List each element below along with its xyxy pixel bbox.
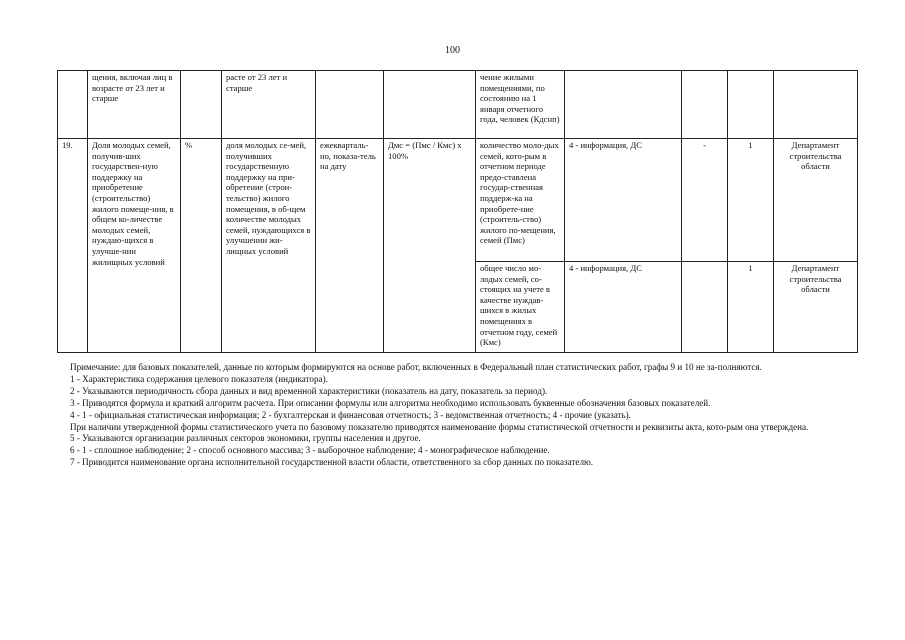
note-header: Примечание: для базовых показателей, данные по которым формируются на основе работ, включенных в Федеральный план статистических работ, графы 9 и 10 не за-полняются. — [70, 362, 762, 372]
cell-definition-continued: расте от 23 лет и старше — [222, 71, 316, 139]
cell-col10-2: 1 — [728, 262, 774, 353]
cell-responsible-1: Департамент строительства области — [774, 139, 858, 262]
cell-method-1: 4 - информация, ДС — [565, 139, 682, 262]
table-row-19-a — [58, 139, 858, 262]
table-row-top — [58, 71, 858, 139]
indicators-table — [57, 70, 858, 353]
cell-indicator-name: Доля молодых семей, получив-ших государствен-ную поддержку на приобретение (строительство) жилого помеще-ния, в общем ко-личестве молодых семей, нуждаю-щихся в улучше-нии жилищных условий — [88, 139, 181, 353]
cell-unit: % — [181, 139, 222, 353]
cell-row-number: 19. — [58, 139, 88, 353]
cell-col9-1: - — [682, 139, 728, 262]
note-7: 7 - Приводится наименование органа исполнительной государственной власти области, ответственного за сбор данных по показателю. — [70, 457, 594, 468]
cell-indicator-continued: чение жилыми помещениями, по состоянию на 1 января отчетного года, человек (Кдснп) — [476, 71, 565, 139]
page-number: 100 — [445, 45, 460, 56]
note-1: 1 - Характеристика содержания целевого показателя (индикатора). — [70, 373, 328, 384]
cell-name-continued: щения, включая лиц в возрасте от 23 лет и старше — [88, 71, 181, 139]
cell-responsible-2: Департамент строительства области — [774, 262, 858, 353]
note-6: 6 - 1 - сплошное наблюдение; 2 - способ основного массива; 3 - выборочное наблюдение; 4 - монографическое наблюдение. — [70, 445, 550, 456]
note-4: 4 - 1 - официальная статистическая информация; 2 - бухгалтерская и финансовая отчетность; 3 - ведомственная отчетность; 4 - прочие (указать). — [70, 409, 631, 420]
cell-definition: доля молодых се-мей, получивших государственную поддержку на при-обретение (строи-тельство) жилого помещения, в об-щем количестве молодых семей, нуждающихся в улучшении жи-лищных условий — [222, 139, 316, 353]
cell-col10-1: 1 — [728, 139, 774, 262]
cell-method-2: 4 - информация, ДС — [565, 262, 682, 353]
note-3: 3 - Приводятся формула и краткий алгоритм расчета. При описании формулы или алгоритма необходимо использовать буквенные обозначения базовых показателей. — [70, 397, 711, 408]
cell-col9-2 — [682, 262, 728, 353]
cell-base-indicator-2: общее число мо-лодых семей, со-стоящих на учете в качестве нуждав-шихся в жилых помещениях в отчетном году, семей (Кмс) — [476, 262, 565, 353]
note-2: 2 - Указываются периодичность сбора данных и вид временной характеристики (показатель на дату, показатель за период). — [70, 385, 548, 396]
note-4-extra: При наличии утвержденной формы статистического учета по базовому показателю приводятся наименование формы статистической отчетности и реквизиты акта, кото-рым она утверждена. — [70, 421, 809, 432]
cell-base-indicator-1: количество моло-дых семей, кото-рым в отчетном периоде предо-ставлена государ-ственная поддерж-ка на приобрете-ние (строитель-ство) жилого по-мещения, семей (Пмс) — [476, 139, 565, 262]
cell-formula: Дмс = (Пмс / Кмс) x 100% — [384, 139, 476, 353]
cell-periodicity: ежекварталь-но, показа-тель на дату — [316, 139, 384, 353]
note-5: 5 - Указываются организации различных секторов экономики, группы населения и другое. — [70, 433, 421, 444]
notes-section — [70, 362, 860, 469]
